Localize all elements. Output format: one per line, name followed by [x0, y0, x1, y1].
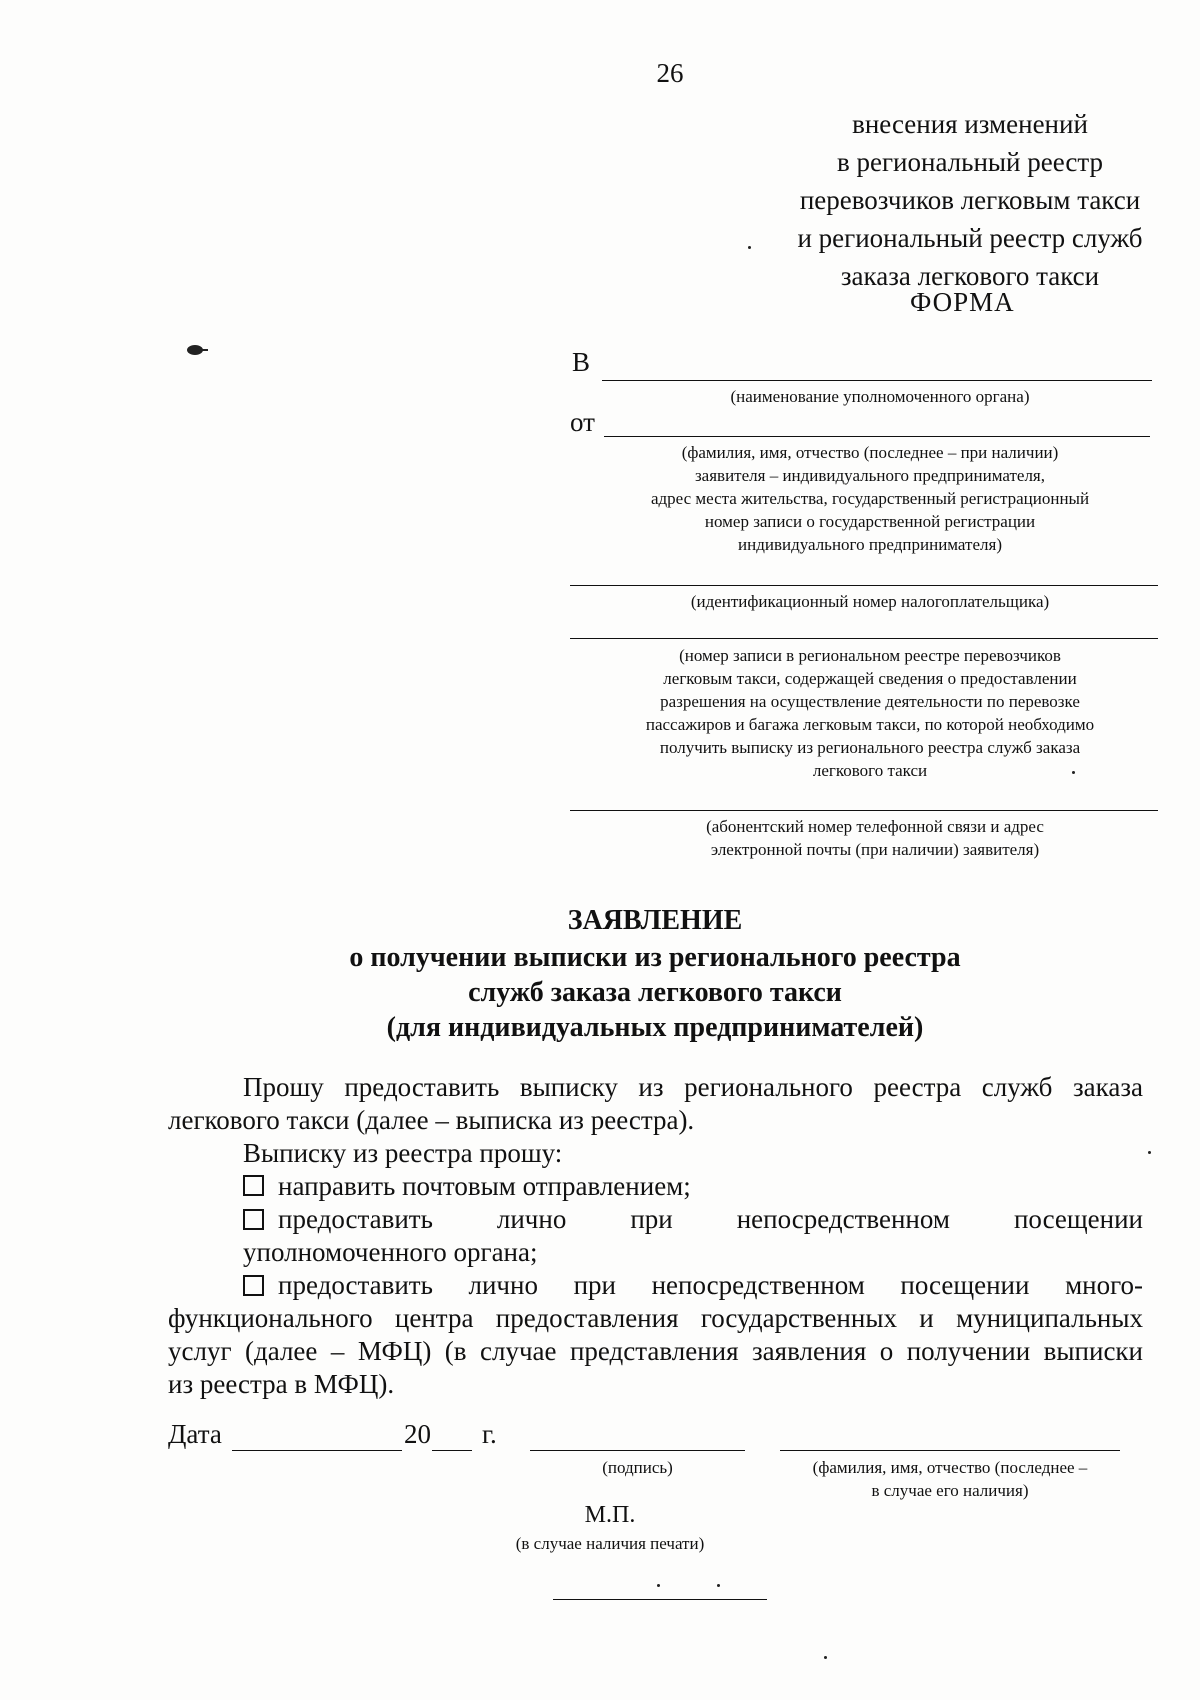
date-label: Дата [168, 1419, 222, 1449]
to-caption [600, 385, 1160, 408]
contact-caption-line: (абонентский номер телефонной связи и адрес [706, 817, 1044, 836]
to-field-line[interactable] [602, 380, 1152, 381]
from-label: от [570, 407, 595, 437]
stamp-caption: (в случае наличия печати) [515, 1534, 705, 1553]
from-caption-line: (фамилия, имя, отчество (последнее – при наличии) [681, 443, 1059, 462]
record-caption-line: легковым такси, содержащей сведения о предоставлении [663, 669, 1077, 688]
option-mfc [168, 1269, 1143, 1302]
name-caption-line: в случае его наличия) [871, 1481, 1029, 1500]
closing-separator [553, 1599, 767, 1600]
basis-line: в региональный реестр [836, 147, 1103, 177]
option-in-person-label: предоставить лично при непосредственном посещении [278, 1204, 1143, 1234]
stamp-label: М.П. [584, 1502, 636, 1528]
year-suffix: г. [482, 1419, 497, 1449]
title-line: ЗАЯВЛЕНИЕ [567, 905, 743, 936]
basis-line: и региональный реестр служб [797, 223, 1143, 253]
document-title [0, 903, 1200, 1045]
scan-mark-icon [186, 344, 208, 356]
registry-record-field-line[interactable] [570, 638, 1158, 639]
option-mfc-line-4: из реестра в МФЦ). [168, 1369, 395, 1399]
option-mfc-line-2: функционального центра предоставления государственных и муниципальных [168, 1303, 1143, 1333]
year-field-line[interactable] [432, 1450, 472, 1451]
scan-speck [748, 246, 751, 249]
basis-line: внесения изменений [852, 109, 1088, 139]
appendix-basis [750, 105, 1190, 295]
name-caption [770, 1456, 1130, 1502]
signature-field-line[interactable] [530, 1450, 745, 1451]
option-post-label: направить почтовым отправлением; [278, 1171, 691, 1201]
from-caption-line: номер записи о государственной регистрации [704, 512, 1036, 531]
from-caption [590, 441, 1150, 556]
scan-speck [1072, 771, 1075, 774]
from-field-line[interactable] [604, 436, 1150, 437]
to-caption-text: (наименование уполномоченного органа) [730, 387, 1030, 406]
inn-field-line[interactable] [570, 585, 1158, 586]
from-caption-line: адрес места жительства, государственный регистрационный [650, 489, 1090, 508]
scan-speck [657, 1584, 660, 1587]
contact-caption [600, 815, 1150, 861]
basis-line: перевозчиков легковым такси [799, 185, 1141, 215]
scan-speck [1148, 1151, 1151, 1154]
contact-field-line[interactable] [570, 810, 1158, 811]
checkbox-post[interactable] [243, 1175, 264, 1196]
option-mfc-line-3: услуг (далее – МФЦ) (в случае представления заявления о получении выписки [168, 1336, 1143, 1366]
date-field-line[interactable] [232, 1450, 402, 1451]
record-caption-line: разрешения на осуществление деятельности по перевозке [660, 692, 1080, 711]
request-line-1: Прошу предоставить выписку из регионального реестра служб заказа [243, 1072, 1143, 1102]
contact-caption-line: электронной почты (при наличии) заявителя) [710, 840, 1040, 859]
name-field-line[interactable] [780, 1450, 1120, 1451]
record-caption-line: (номер записи в региональном реестре перевозчиков [679, 646, 1061, 665]
year-prefix: 20 [404, 1419, 431, 1449]
inn-caption-text: (идентификационный номер налогоплательщика) [690, 592, 1050, 611]
checkbox-in-person[interactable] [243, 1209, 264, 1230]
record-caption-line: получить выписку из регионального реестра служб заказа [659, 738, 1081, 757]
signature-caption: (подпись) [602, 1458, 673, 1477]
title-line: о получении выписки из регионального реестра [349, 942, 961, 973]
form-label: ФОРМА [910, 287, 1015, 317]
to-label: В [572, 347, 591, 377]
inn-caption [590, 590, 1150, 613]
title-line: (для индивидуальных предпринимателей) [386, 1012, 924, 1043]
request-line-2: легкового такси (далее – выписка из реестра). [168, 1105, 695, 1135]
scan-speck [824, 1656, 827, 1659]
registry-record-caption [585, 644, 1155, 782]
record-caption-line: пассажиров и багажа легковым такси, по которой необходимо [645, 715, 1095, 734]
option-post [168, 1170, 1143, 1203]
option-mfc-label: предоставить лично при непосредственном посещении много- [278, 1270, 1143, 1300]
application-body [168, 1071, 1143, 1401]
from-caption-line: индивидуального предпринимателя) [738, 535, 1002, 554]
record-caption-line: легкового такси [812, 761, 928, 780]
option-in-person-line-2: уполномоченного органа; [243, 1237, 538, 1267]
basis-line: заказа легкового такси [840, 261, 1100, 291]
option-in-person [168, 1203, 1143, 1236]
scan-speck [717, 1584, 720, 1587]
from-caption-line: заявителя – индивидуального предпринимателя, [694, 466, 1046, 485]
title-line: служб заказа легкового такси [468, 977, 842, 1008]
page-number: 26 [656, 58, 684, 88]
checkbox-mfc[interactable] [243, 1275, 264, 1296]
name-caption-line: (фамилия, имя, отчество (последнее – [812, 1458, 1088, 1477]
delivery-intro: Выписку из реестра прошу: [243, 1138, 563, 1168]
